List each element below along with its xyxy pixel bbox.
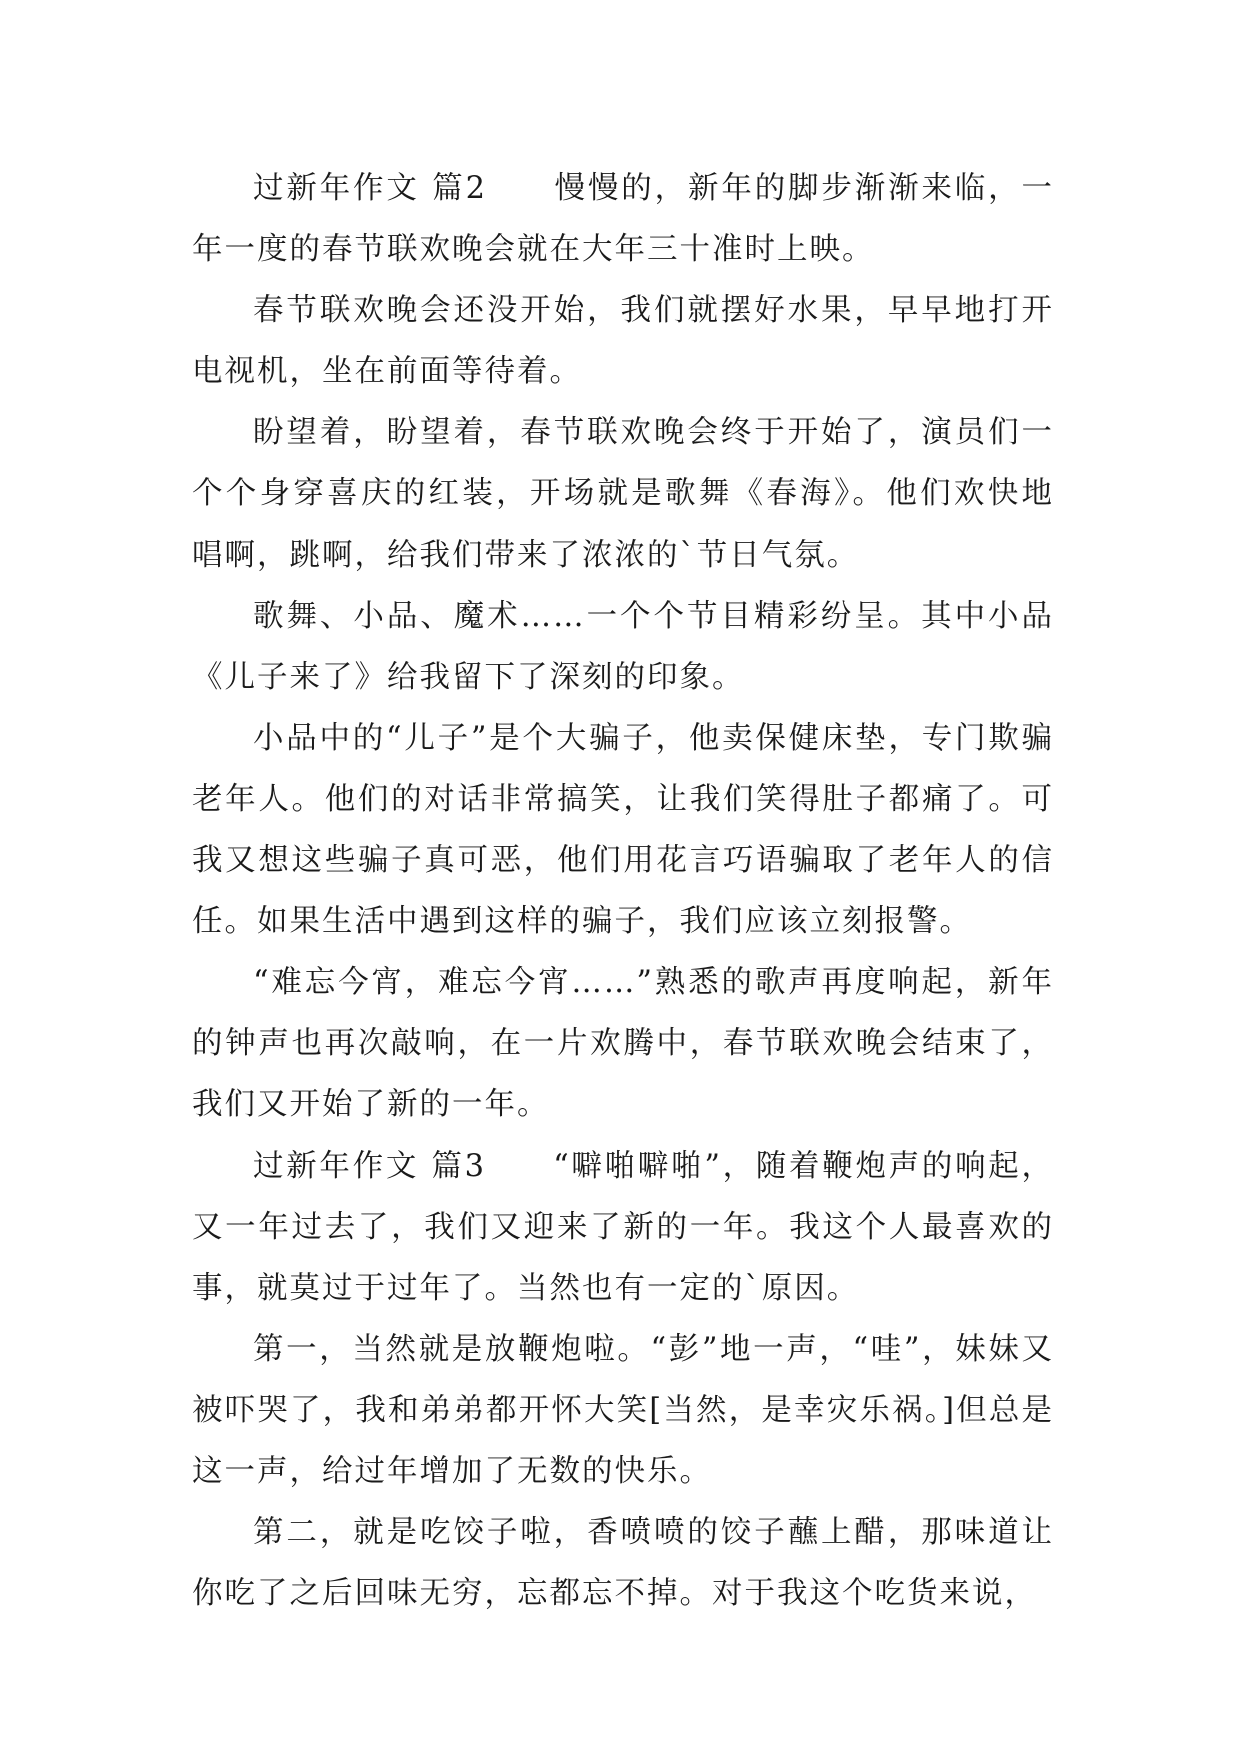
paragraph: 春节联欢晚会还没开始，我们就摆好水果，早早地打开电视机，坐在前面等待着。 xyxy=(192,293,1054,390)
paragraph: 小品中的“儿子”是个大骗子，他卖保健床垫，专门欺骗老年人。他们的对话非常搞笑，让我们笑得肚子都痛了。可我又想这些骗子真可恶，他们用花言巧语骗取了老年人的信任。如果生活中遇到这样的骗子，我们应该立刻报警。 xyxy=(192,720,1054,940)
paragraph-essay-3-intro: 过新年作文 篇3 “噼啪噼啪”，随着鞭炮声的响起，又一年过去了，我们又迎来了新的一年。我这个人最喜欢的事，就莫过于过年了。当然也有一定的`原因。 xyxy=(192,1148,1054,1306)
paragraph-essay-2-intro: 过新年作文 篇2 慢慢的，新年的脚步渐渐来临，一年一度的春节联欢晚会就在大年三十准时上映。 xyxy=(192,171,1054,268)
paragraph: 盼望着，盼望着，春节联欢晚会终于开始了，演员们一个个身穿喜庆的红装，开场就是歌舞《春海》。他们欢快地唱啊，跳啊，给我们带来了浓浓的`节日气氛。 xyxy=(192,415,1054,573)
paragraph: “难忘今宵，难忘今宵……”熟悉的歌声再度响起，新年的钟声也再次敲响，在一片欢腾中，春节联欢晚会结束了，我们又开始了新的一年。 xyxy=(192,965,1054,1123)
paragraph: 第一，当然就是放鞭炮啦。“彭”地一声，“哇”，妹妹又被吓哭了，我和弟弟都开怀大笑[当然，是幸灾乐祸。]但总是这一声，给过年增加了无数的快乐。 xyxy=(192,1331,1054,1489)
paragraph: 第二，就是吃饺子啦，香喷喷的饺子蘸上醋，那味道让你吃了之后回味无穷，忘都忘不掉。对于我这个吃货来说， xyxy=(192,1515,1054,1612)
paragraph: 歌舞、小品、魔术……一个个节目精彩纷呈。其中小品《儿子来了》给我留下了深刻的印象。 xyxy=(192,598,1054,695)
article-body xyxy=(192,158,1054,1624)
